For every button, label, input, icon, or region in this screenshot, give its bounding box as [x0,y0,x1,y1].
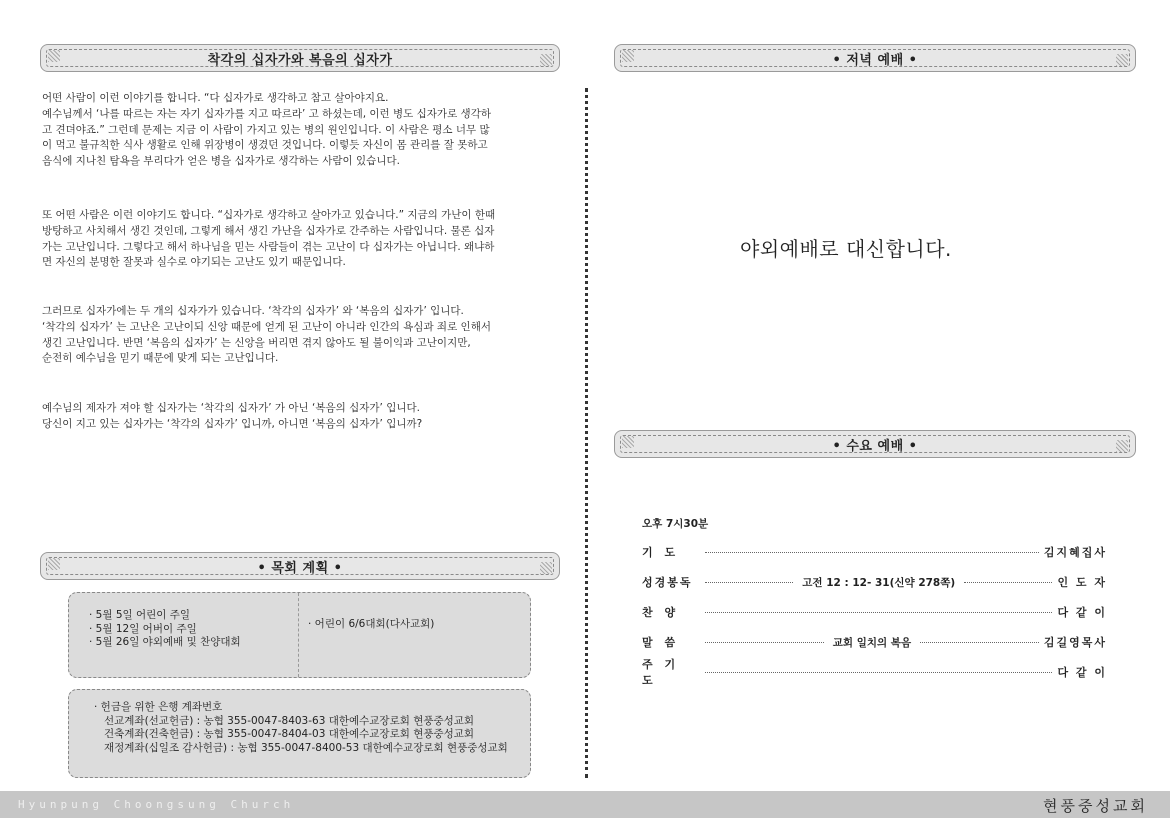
article-title: 착각의 십자가와 복음의 십자가 [207,52,393,68]
leader-dots [705,582,793,583]
evening-worship-title: • 저녁 예배 • [832,52,918,68]
order-row-scripture [642,574,1107,590]
order-row-prayer [642,544,1107,560]
order-label: 성경봉독 [642,576,693,589]
corner-ornament-icon [540,562,552,574]
bank-heading: · 헌금을 위한 은행 계좌번호 [94,701,223,713]
order-row-praise [642,604,1107,620]
ministry-plan-frame [46,557,554,575]
order-row-lords-prayer [642,658,1107,687]
corner-ornament-icon [1116,440,1128,452]
evening-worship-banner [614,44,1136,72]
article-paragraph-4: 예수님의 제자가 져야 할 십자가는 ‘착각의 십자가’ 가 아닌 ‘복음의 십자가’ 입니다. 당신이 지고 있는 십자가는 ‘착각의 십자가’ 입니까, 아니면 ‘복음의 십자가’ 입니까? [42,402,423,430]
leader-dots [964,582,1052,583]
order-label: 말 씀 [642,636,680,649]
order-label: 기 도 [642,546,680,559]
order-label: 찬 양 [642,606,680,619]
corner-ornament-icon [1116,54,1128,66]
wednesday-worship-title: • 수요 예배 • [832,438,918,454]
leader-dots [920,642,1039,643]
corner-ornament-icon [540,54,552,66]
worship-time: 오후 7시30분 [642,518,709,530]
wednesday-worship-frame [620,435,1130,453]
article-paragraph-2: 또 어떤 사람은 이런 이야기도 합니다. “십자가로 생각하고 살아가고 있습니다.” 지금의 가난이 한때 방탕하고 사치해서 생긴 것인데, 그렇게 해서 생긴 가난을 십자가로 간주하는 사람입니다. 물론 십자 가는 고난입니다. 그렇다고 해서 하나님을 믿는 사람들이 겪는 고난이 다 십자가는 아닙니다. 왜냐하 면 자신의 분명한 잘못과 실수로 야기되는 고난도 있기 때문입니다. [42,209,496,269]
wednesday-worship-banner [614,430,1136,458]
order-label: 주 기 도 [642,658,680,687]
leader-dots [705,552,1039,553]
order-leader: 김길영목사 [1043,636,1108,649]
list-item: · 5월 12일 어버이 주일 [89,622,197,635]
order-row-sermon [642,634,1107,650]
order-detail: 고전 12 : 12- 31(신약 278쪽) [802,576,956,589]
corner-ornament-icon [48,558,60,570]
corner-ornament-icon [622,50,634,62]
plan-event [298,593,434,677]
list-item: · 5월 5일 어린이 주일 [89,609,191,621]
ministry-plan-title: • 목회 계획 • [257,560,343,576]
footer-church-name-english: Hyunpung Choongsung Church [18,798,295,811]
article-paragraph-3: 그러므로 십자가에는 두 개의 십자가가 있습니다. ‘착각의 십자가’ 와 ‘복음의 십자가’ 입니다. ‘착각의 십자가’ 는 고난은 고난이되 신앙 때문에 얻게 된 고난이 아니라 인간의 욕심과 죄로 인해서 생긴 고난입니다. 반면 ‘복음의 십자가’ 는 신앙을 버리면 겪지 않아도 될 불이익과 고난이지만, 순전히 예수님을 믿기 때문에 맞게 되는 고난입니다. [42,305,491,365]
evening-worship-frame [620,49,1130,67]
plan-schedule-list [69,593,298,677]
order-leader: 다 같 이 [1057,666,1107,679]
bank-account-line: 선교계좌(선교헌금) : 농협 355-0047-8403-63 대한예수교장로회 현풍중성교회 [104,714,475,727]
article-paragraph-1: 어떤 사람이 이런 이야기를 합니다. “다 십자가로 생각하고 참고 살아야지요. 예수님께서 ‘나를 따르는 자는 자기 십자가를 지고 따르라’ 고 하셨는데, 이런 병도 십자가로 생각하 고 견뎌야죠.” 그런데 문제는 지금 이 사람이 가지고 있는 병의 원인입니다. 이 사람은 평소 너무 많 이 먹고 불규칙한 식사 생활로 인해 위장병이 생겼던 것입니다. 이렇듯 자신이 몸 관리를 잘 못하고 음식에 지나친 탐욕을 부리다가 얻은 병을 십자가로 생각하는 사람이 있습니다. [42,92,491,168]
corner-ornament-icon [48,50,60,62]
order-detail: 교회 일치의 복음 [832,636,912,649]
ministry-plan-banner [40,552,560,580]
bank-account-box [68,689,531,778]
ministry-plan-box [68,592,531,678]
article-title-frame [46,49,554,67]
list-item: · 5월 26일 야외예배 및 찬양대회 [89,636,241,648]
list-item: · 어린이 6/6대회(다사교회) [308,618,435,630]
bank-account-line: 재정계좌(십일조 감사헌금) : 농협 355-0047-8400-53 대한예수교장로회 현풍중성교회 [104,741,508,754]
order-leader: 인 도 자 [1057,576,1108,589]
column-divider [585,88,588,778]
leader-dots [705,612,1052,613]
article-title-banner [40,44,560,72]
footer-church-name-korean: 현풍중성교회 [1043,797,1148,815]
evening-notice: 야외예배로 대신합니다. [740,237,952,261]
leader-dots [705,672,1052,673]
order-leader: 김지혜집사 [1043,546,1107,559]
corner-ornament-icon [622,436,634,448]
bank-account-line: 건축계좌(건축헌금) : 농협 355-0047-8404-03 대한예수교장로회 현풍중성교회 [104,728,475,741]
footer-bar [0,791,1170,818]
leader-dots [705,642,824,643]
order-leader: 다 같 이 [1057,606,1107,619]
